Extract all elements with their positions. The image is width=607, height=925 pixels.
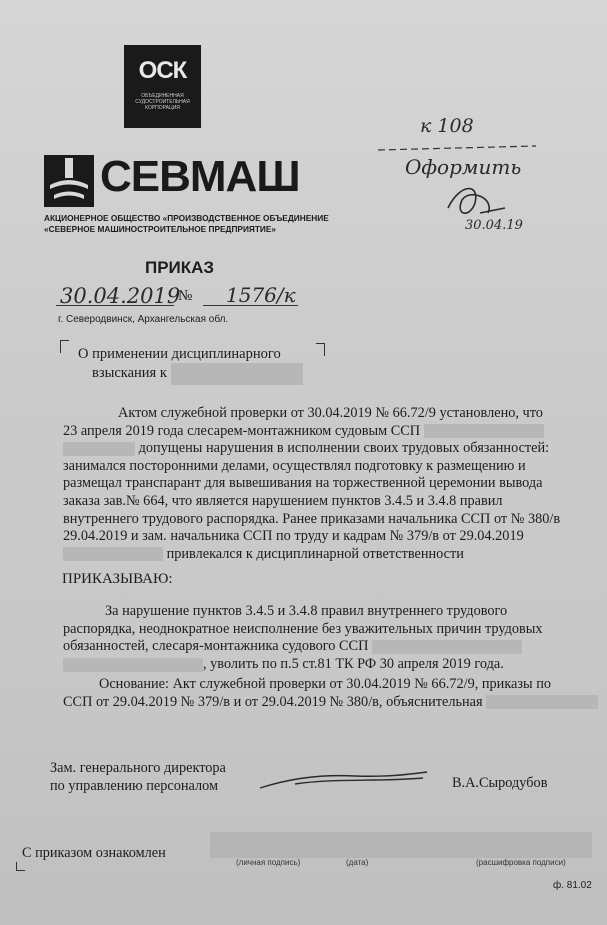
redacted-acknowledgement <box>210 832 592 858</box>
body-paragraph-2 <box>63 603 596 673</box>
order-subject <box>78 345 303 385</box>
osk-logo-subtitle: ОБЪЕДИНЕННАЯ СУДОСТРОИТЕЛЬНАЯ КОРПОРАЦИЯ <box>135 93 190 111</box>
osk-logo-text: ОСК <box>138 57 187 84</box>
body-line: заказа зав.№ 664, что является нарушением пунктов 3.4.5 и 3.4.8 правил <box>63 492 503 509</box>
handwritten-number: к 108 <box>420 115 474 137</box>
city: г. Северодвинск, Архангельская обл. <box>58 314 229 325</box>
order-number: 1576/к <box>226 283 296 307</box>
body-line-text: обязанностей, слесаря-монтажника судового ССП <box>63 638 369 655</box>
subject-line-2 <box>78 363 303 385</box>
redacted-name <box>63 442 135 456</box>
osk-logo <box>124 45 201 128</box>
handwritten-dashed-line <box>378 142 538 156</box>
subject-bracket-left <box>60 340 69 353</box>
handwritten-signature-icon <box>440 178 510 223</box>
sevmash-emblem-icon <box>44 155 94 207</box>
subject-line-1: О применении дисциплинарного <box>78 346 281 362</box>
caption-name: (расшифровка подписи) <box>476 858 566 867</box>
organization-name <box>44 213 329 235</box>
number-underline <box>203 305 298 306</box>
signatory-position-line-2: по управлению персоналом <box>50 778 219 794</box>
body-line: распорядка, неоднократное неисполнение без уважительных причин трудовых <box>63 620 543 637</box>
redacted-name <box>63 658 203 672</box>
body-line <box>63 546 596 564</box>
caption-signature: (личная подпись) <box>236 858 301 867</box>
body-line-text: , уволить по п.5 ст.81 ТК РФ 30 апреля 2019 года. <box>203 655 504 672</box>
body-line: внутреннего трудового распорядка. Ранее приказами начальника ССП от № 380/в <box>63 510 561 527</box>
command-heading: ПРИКАЗЫВАЮ: <box>62 571 173 587</box>
sevmash-logo-text: СЕВМАШ <box>100 152 300 201</box>
body-line-text: привлекался к дисциплинарной ответственности <box>166 545 464 562</box>
redacted-name <box>424 424 544 438</box>
subject-line-2-text: взыскания к <box>92 365 167 382</box>
body-line: занимался посторонними делами, осуществлял подготовку к размещению и <box>63 457 526 474</box>
signatory-position <box>50 759 226 795</box>
body-line-text: допущены нарушения в исполнении своих трудовых обязанностей: <box>138 440 550 457</box>
body-paragraph-3 <box>63 676 596 711</box>
number-sign: № <box>178 288 193 304</box>
body-line-text: ССП от 29.04.2019 № 379/в и от 29.04.2019 № 380/в, объяснительная <box>63 693 483 710</box>
redacted-name <box>372 640 522 654</box>
body-line: Основание: Акт служебной проверки от 30.04.2019 № 66.72/9, приказы по <box>99 676 552 692</box>
redacted-name <box>63 547 163 561</box>
body-line <box>63 638 596 656</box>
acknowledgement-label: С приказом ознакомлен <box>22 845 166 861</box>
corner-mark <box>16 862 25 871</box>
body-paragraph-1 <box>63 405 596 563</box>
body-line <box>63 423 596 441</box>
subject-bracket-right <box>316 343 325 356</box>
handwritten-date: 30.04.19 <box>465 218 523 233</box>
body-line <box>63 440 596 458</box>
caption-date: (дата) <box>346 858 369 867</box>
signatory-name: В.А.Сыродубов <box>452 775 548 791</box>
form-number: ф. 81.02 <box>553 880 592 891</box>
body-line <box>63 656 596 674</box>
director-signature-icon <box>255 766 430 796</box>
organization-line-1: АКЦИОНЕРНОЕ ОБЩЕСТВО «ПРОИЗВОДСТВЕННОЕ ОБЪЕДИНЕНИЕ <box>44 213 329 223</box>
body-line-text: 23 апреля 2019 года слесарем-монтажником судовым ССП <box>63 422 421 439</box>
body-line <box>63 694 596 712</box>
body-line: За нарушение пунктов 3.4.5 и 3.4.8 правил внутреннего трудового <box>105 603 508 619</box>
signatory-position-line-1: Зам. генерального директора <box>50 760 226 776</box>
body-line: 29.04.2019 и зам. начальника ССП по труду и кадрам № 379/в от 29.04.2019 <box>63 528 524 545</box>
redacted-name <box>171 363 303 385</box>
redacted-name <box>486 695 598 709</box>
order-date: 30.04.2019 <box>60 284 181 308</box>
body-line: Актом служебной проверки от 30.04.2019 № 66.72/9 установлено, что <box>118 405 543 421</box>
document-title: ПРИКАЗ <box>145 258 215 277</box>
handwritten-resolution: Оформить <box>405 155 522 179</box>
organization-line-2: «СЕВЕРНОЕ МАШИНОСТРОИТЕЛЬНОЕ ПРЕДПРИЯТИЕ» <box>44 224 277 234</box>
date-underline <box>56 305 174 306</box>
body-line: размещал транспарант для вывешивания на торжественной церемонии вывода <box>63 475 543 492</box>
